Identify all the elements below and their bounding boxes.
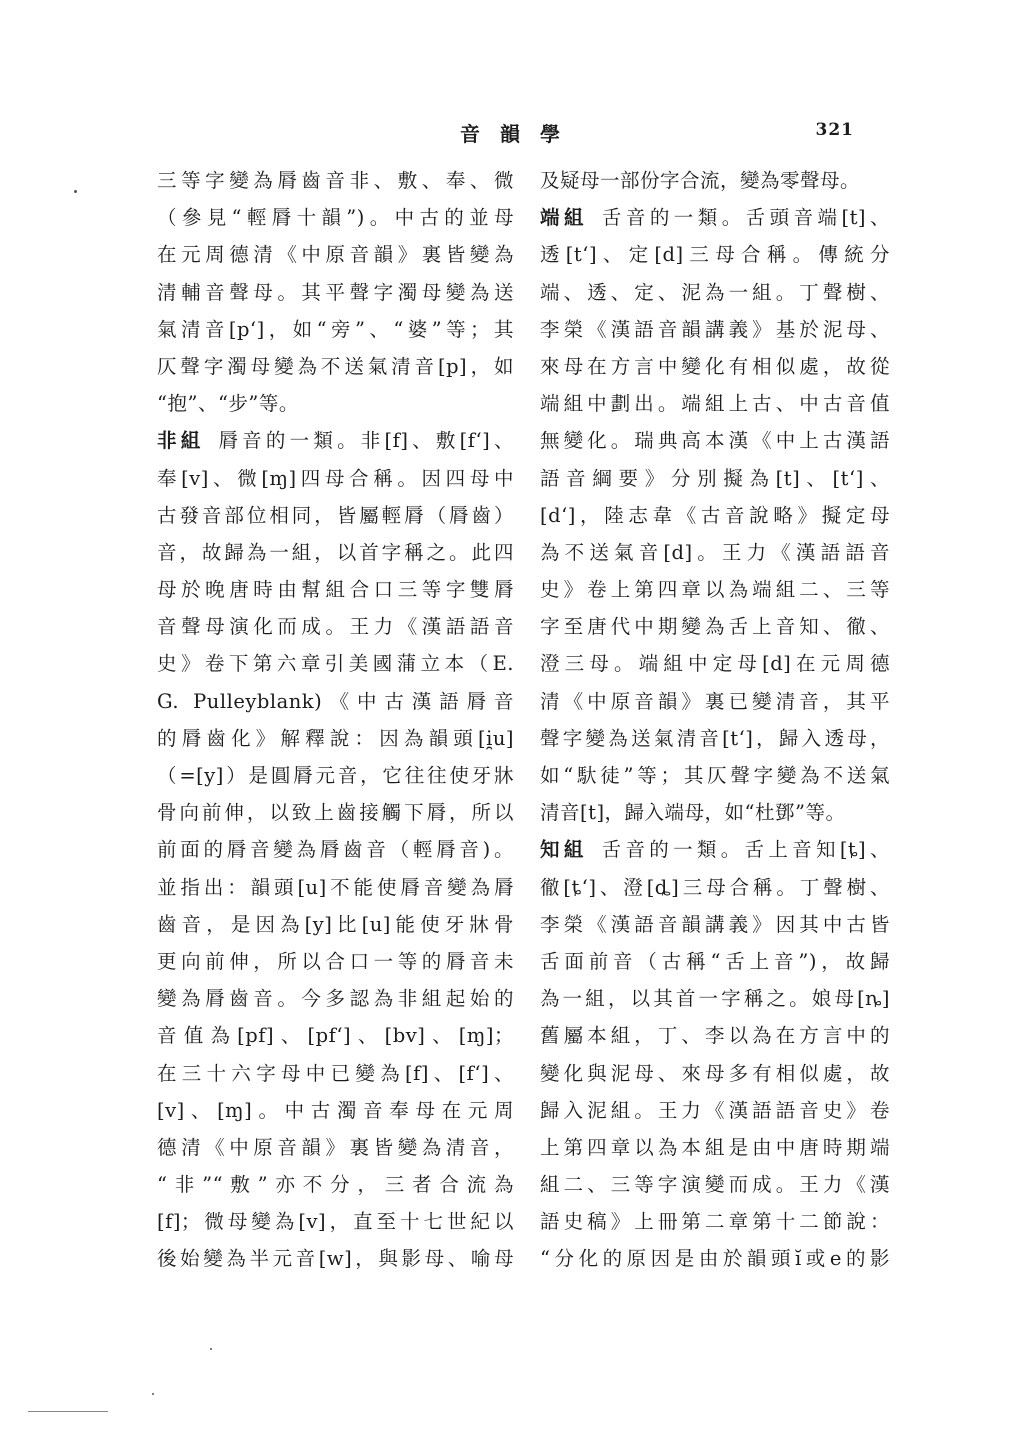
- line-text: 李榮《漢語音韻講義》基於泥母、: [540, 317, 890, 341]
- line-text: 清輔音聲母。其平聲字濁母變為送: [157, 280, 514, 304]
- line-text: 徹[ȶ‘]、澄[ȡ]三母合稱。丁聲樹、: [540, 875, 890, 899]
- text-line: [540, 311, 890, 348]
- text-line: [540, 720, 890, 757]
- text-line: [157, 274, 514, 311]
- text-line: [157, 1092, 514, 1129]
- line-text: 並指出：韻頭[u]不能使脣音變為脣: [157, 875, 514, 899]
- line-text: 變為脣齒音。今多認為非組起始的: [157, 987, 514, 1011]
- line-text: （參見“輕脣十韻”)。中古的並母: [157, 206, 514, 230]
- running-title: 音韻學: [460, 122, 580, 146]
- text-line: [540, 348, 890, 385]
- text-line: [157, 869, 514, 906]
- text-line: [540, 385, 890, 422]
- text-line: [157, 831, 514, 868]
- line-text: 來母在方言中變化有相似處，故從: [540, 354, 890, 378]
- line-text: 德清《中原音韻》裏皆變為清音，: [157, 1135, 514, 1159]
- line-text: 聲字變為送氣清音[t‘]，歸入透母，: [540, 726, 890, 750]
- text-line: [157, 683, 514, 720]
- line-text: 齒音，是因為[y]比[u]能使牙牀骨: [157, 912, 514, 936]
- text-line: [540, 1092, 890, 1129]
- line-text: 變化與泥母、來母多有相似處，故: [540, 1061, 890, 1085]
- text-line: [540, 1017, 890, 1054]
- line-text: 舌面前音（古稱“舌上音”)，故歸: [540, 949, 890, 973]
- line-text: 的脣齒化》解釋說：因為韻頭[i̯u]: [157, 726, 514, 750]
- scan-speck: [74, 190, 77, 193]
- text-line: [540, 683, 890, 720]
- line-text: [f]；微母變為[v]，直至十七世紀以: [157, 1210, 514, 1234]
- text-line: [157, 199, 514, 236]
- text-line: [157, 1017, 514, 1054]
- line-text: 在三十六字母中已變為[f]、[f‘]、: [157, 1061, 514, 1085]
- text-line: [540, 162, 890, 199]
- line-text: 為不送氣音[d]。王力《漢語語音: [540, 540, 890, 564]
- right-column: [540, 162, 890, 1278]
- line-text: 奉[v]、微[ɱ]四母合稱。因四母中: [157, 466, 514, 490]
- text-line: [157, 348, 514, 385]
- line-text: 語音綱要》分別擬為[t]、[t‘]、: [540, 466, 890, 490]
- text-line: [540, 1055, 890, 1092]
- line-text: 端組中劃出。端組上古、中古音值: [540, 392, 890, 416]
- page-header: [0, 118, 1014, 148]
- scan-speck: [152, 1393, 154, 1395]
- text-line: [540, 943, 890, 980]
- line-text: 舌音的一類。舌上音知[ȶ]、: [601, 838, 890, 862]
- text-line: [540, 645, 890, 682]
- line-text: “分化的原因是由於韻頭ĭ或e的影: [540, 1247, 890, 1271]
- text-line: [157, 236, 514, 273]
- text-line: [157, 906, 514, 943]
- text-line: [157, 720, 514, 757]
- line-text: 李榮《漢語音韻講義》因其中古皆: [540, 912, 890, 936]
- entry-term: 知組: [540, 838, 588, 862]
- text-line: [540, 608, 890, 645]
- line-text: 音，故歸為一組，以首字稱之。此四: [157, 540, 514, 564]
- text-line: [157, 385, 514, 422]
- line-text: 仄聲字濁母變為不送氣清音[p]，如: [157, 354, 514, 378]
- line-text: 氣清音[p‘]，如“旁”、“婆”等；其: [157, 317, 514, 341]
- text-line: [157, 1203, 514, 1240]
- text-line: [157, 422, 514, 459]
- text-line: [540, 422, 890, 459]
- text-line: [540, 571, 890, 608]
- line-text: 澄三母。端組中定母[d]在元周德: [540, 652, 890, 676]
- line-text: 如“馱徒”等；其仄聲字變為不送氣: [540, 764, 890, 787]
- line-text: 更向前伸，所以合口一等的脣音未: [157, 949, 514, 973]
- line-text: 舌音的一類。舌頭音端[t]、: [601, 206, 890, 230]
- text-line: [157, 757, 514, 794]
- text-line: [157, 943, 514, 980]
- line-text: 母於晚唐時由幫組合口三等字雙脣: [157, 578, 514, 602]
- page-number: 321: [815, 120, 854, 140]
- text-line: [540, 497, 890, 534]
- text-line: [157, 1129, 514, 1166]
- text-line: [540, 794, 890, 831]
- text-line: [157, 1055, 514, 1092]
- left-column: [157, 162, 514, 1278]
- line-text: “抱”、“步”等。: [157, 392, 299, 416]
- entry-term: 端組: [540, 206, 588, 230]
- text-line: [540, 460, 890, 497]
- text-line: [540, 1166, 890, 1203]
- line-text: 史》卷下第六章引美國蒲立本（E.: [157, 652, 514, 676]
- line-text: 音聲母演化而成。王力《漢語語音: [157, 615, 514, 639]
- text-line: [540, 757, 890, 794]
- text-line: [157, 460, 514, 497]
- text-line: [157, 1240, 514, 1277]
- text-line: [157, 162, 514, 199]
- line-text: 前面的脣音變為脣齒音（輕脣音)。: [157, 838, 514, 862]
- line-text: 無變化。瑞典高本漢《中上古漢語: [540, 429, 890, 453]
- text-line: [540, 534, 890, 571]
- line-text: 音值為[pf]、[pf‘]、[bv]、[ɱ]；: [157, 1024, 514, 1048]
- line-text: 端、透、定、泥為一組。丁聲樹、: [540, 280, 890, 304]
- line-text: （=[y]）是圓脣元音，它往往使牙牀: [157, 764, 514, 787]
- line-text: 三等字變為脣齒音非、敷、奉、微: [157, 169, 514, 192]
- line-text: 清音[t]，歸入端母，如“杜鄧”等。: [540, 801, 846, 825]
- text-line: [157, 497, 514, 534]
- text-line: [540, 831, 890, 868]
- line-text: 後始變為半元音[w]，與影母、喻母: [157, 1247, 514, 1271]
- line-text: 組二、三等字演變而成。王力《漢: [540, 1173, 890, 1197]
- text-line: [157, 534, 514, 571]
- line-text: 為一組，以其首一字稱之。娘母[ȵ]: [540, 987, 890, 1011]
- text-line: [157, 980, 514, 1017]
- text-line: [540, 236, 890, 273]
- line-text: “非”“敷”亦不分，三者合流為: [157, 1173, 514, 1197]
- line-text: 上第四章以為本組是由中唐時期端: [540, 1135, 890, 1159]
- text-line: [540, 869, 890, 906]
- line-text: [d‘]，陸志韋《古音說略》擬定母: [540, 503, 890, 527]
- text-line: [540, 1203, 890, 1240]
- text-line: [540, 199, 890, 236]
- line-text: 舊屬本組，丁、李以為在方言中的: [540, 1024, 890, 1048]
- text-line: [157, 311, 514, 348]
- text-line: [157, 571, 514, 608]
- line-text: 及疑母一部份字合流，變為零聲母。: [540, 169, 861, 192]
- scan-mark: [28, 1411, 108, 1412]
- text-line: [157, 794, 514, 831]
- text-line: [540, 274, 890, 311]
- text-line: [157, 645, 514, 682]
- text-line: [157, 608, 514, 645]
- line-text: 字至唐代中期變為舌上音知、徹、: [540, 615, 890, 639]
- line-text: 語史稿》上冊第二章第十二節說：: [540, 1210, 890, 1234]
- line-text: 骨向前伸，以致上齒接觸下脣，所以: [157, 801, 514, 825]
- text-line: [540, 1240, 890, 1277]
- line-text: 史》卷上第四章以為端組二、三等: [540, 578, 890, 602]
- line-text: 脣音的一類。非[f]、敷[f‘]、: [218, 429, 514, 453]
- text-line: [540, 980, 890, 1017]
- text-line: [540, 1129, 890, 1166]
- line-text: G. Pulleyblank)《中古漢語脣音: [157, 689, 514, 713]
- line-text: [v]、[ɱ]。中古濁音奉母在元周: [157, 1098, 514, 1122]
- line-text: 清《中原音韻》裏已變清音，其平: [540, 689, 890, 713]
- line-text: 歸入泥組。王力《漢語語音史》卷: [540, 1098, 890, 1122]
- text-line: [540, 906, 890, 943]
- scan-speck: [210, 1348, 212, 1350]
- line-text: 在元周德清《中原音韻》裏皆變為: [157, 243, 514, 267]
- entry-term: 非組: [157, 429, 205, 453]
- line-text: 透[t‘]、定[d]三母合稱。傳統分: [540, 243, 890, 267]
- text-line: [157, 1166, 514, 1203]
- line-text: 古發音部位相同，皆屬輕脣（脣齒）: [157, 503, 514, 527]
